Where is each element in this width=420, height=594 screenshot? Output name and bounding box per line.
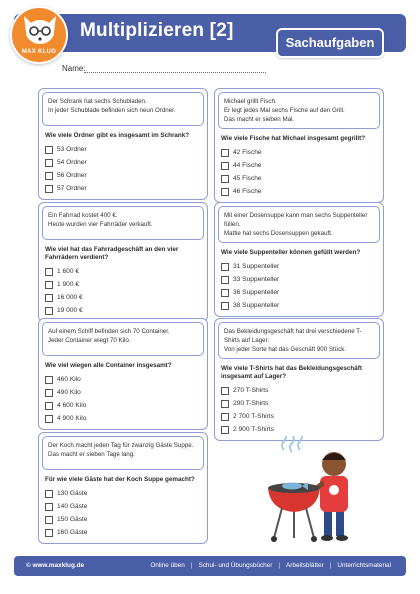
checkbox[interactable] xyxy=(221,276,229,284)
option-label: 36 Suppenteller xyxy=(233,289,280,296)
answer-option[interactable] xyxy=(221,423,377,436)
option-label: 19 000 € xyxy=(57,307,83,314)
option-label: 270 T-Shirts xyxy=(233,387,269,394)
answer-option[interactable] xyxy=(45,169,201,182)
option-label: 45 Fische xyxy=(233,175,262,182)
option-label: 38 Suppenteller xyxy=(233,302,280,309)
answer-option[interactable] xyxy=(221,299,377,312)
answer-option[interactable] xyxy=(221,172,377,185)
option-label: 56 Ordner xyxy=(57,172,87,179)
answer-option[interactable] xyxy=(45,513,201,526)
story-line: Der Schrank hat sechs Schubladen. xyxy=(48,98,147,105)
task-story xyxy=(42,322,204,356)
checkbox[interactable] xyxy=(221,175,229,183)
story-line: In jeder Schublade befinden sich neun Ordner. xyxy=(48,107,176,114)
task-question: Für wie viele Gäste hat der Koch Suppe gemacht? xyxy=(45,476,195,483)
name-field[interactable] xyxy=(84,72,266,73)
story-line: Auf einem Schiff befinden sich 70 Container. xyxy=(48,328,170,335)
checkbox[interactable] xyxy=(45,402,53,410)
task-story xyxy=(218,322,380,359)
checkbox[interactable] xyxy=(45,146,53,154)
checkbox[interactable] xyxy=(45,185,53,193)
answer-option[interactable] xyxy=(45,156,201,169)
story-line: Ein Fahrrad kostet 400 €. xyxy=(48,212,118,219)
task-story xyxy=(218,92,380,129)
checkbox[interactable] xyxy=(221,400,229,408)
checkbox[interactable] xyxy=(45,172,53,180)
answer-option[interactable] xyxy=(45,526,201,539)
name-label: Name: xyxy=(62,64,86,73)
option-label: 4 600 Kilo xyxy=(57,402,87,409)
checkbox[interactable] xyxy=(221,188,229,196)
option-label: 33 Suppenteller xyxy=(233,276,280,283)
separator: | xyxy=(190,562,193,569)
checkbox[interactable] xyxy=(221,387,229,395)
checkbox[interactable] xyxy=(45,529,53,537)
option-label: 2 700 T-Shirts xyxy=(233,413,274,420)
checkbox[interactable] xyxy=(45,307,53,315)
footer-link[interactable]: Schul- und Übungsbücher xyxy=(198,562,273,569)
task-card-5 xyxy=(38,318,208,430)
story-line: Das macht er sieben Tage lang. xyxy=(48,451,135,458)
answer-option[interactable] xyxy=(221,286,377,299)
checkbox[interactable] xyxy=(45,389,53,397)
max-klug-logo[interactable] xyxy=(10,6,68,64)
answer-option[interactable] xyxy=(221,384,377,397)
story-line: Michael grillt Fisch. xyxy=(224,98,277,105)
checkbox[interactable] xyxy=(45,503,53,511)
task-question: Wie viel hat das Fahrradgeschäft an den vier Fahrrädern verdient? xyxy=(45,246,179,261)
task-card-7 xyxy=(38,432,208,544)
answer-option[interactable] xyxy=(221,397,377,410)
story-line: Heute wurden vier Fahrräder verkauft. xyxy=(48,221,153,228)
task-story xyxy=(42,436,204,470)
answer-option[interactable] xyxy=(45,291,201,304)
checkbox[interactable] xyxy=(45,281,53,289)
option-label: 31 Suppenteller xyxy=(233,263,280,270)
task-question: Wie viel wiegen alle Container insgesamt? xyxy=(45,362,172,369)
answer-option[interactable] xyxy=(221,260,377,273)
task-question: Wie viele Suppenteller können gefüllt werden? xyxy=(221,249,361,256)
answer-option[interactable] xyxy=(221,410,377,423)
footer-copyright[interactable]: © www.maxklug.de xyxy=(26,562,85,569)
task-card-3 xyxy=(38,202,208,322)
option-label: 460 Kilo xyxy=(57,376,81,383)
answer-option[interactable] xyxy=(221,273,377,286)
task-story xyxy=(42,92,204,126)
task-story xyxy=(42,206,204,240)
option-label: 150 Gäste xyxy=(57,516,88,523)
option-label: 160 Gäste xyxy=(57,529,88,536)
checkbox[interactable] xyxy=(221,289,229,297)
story-line: Mattie hat sechs Dosensuppen gekauft. xyxy=(224,230,333,237)
option-label: 1 900 € xyxy=(57,281,79,288)
option-label: 42 Fische xyxy=(233,149,262,156)
checkbox[interactable] xyxy=(45,294,53,302)
checkbox[interactable] xyxy=(221,413,229,421)
task-card-2 xyxy=(214,88,384,203)
option-label: 4 900 Kilo xyxy=(57,415,87,422)
logo-text: MAX KLUG xyxy=(21,49,57,55)
story-line: Mit einer Dosensuppe kann man sechs Suppenteller füllen. xyxy=(224,212,368,228)
option-label: 2 900 T-Shirts xyxy=(233,426,274,433)
task-card-1 xyxy=(38,88,208,200)
checkbox[interactable] xyxy=(221,149,229,157)
option-label: 490 Kilo xyxy=(57,389,81,396)
footer-link[interactable]: Unterrichtsmaterial xyxy=(337,562,391,569)
checkbox[interactable] xyxy=(45,159,53,167)
answer-option[interactable] xyxy=(45,304,201,317)
story-line: Von jeder Sorte hat das Geschäft 900 Stück. xyxy=(224,346,347,353)
answer-option[interactable] xyxy=(45,399,201,412)
story-line: Er legt jedes Mal sechs Fische auf den Grill. xyxy=(224,107,345,114)
answer-option[interactable] xyxy=(45,182,201,195)
answer-option[interactable] xyxy=(45,278,201,291)
answer-option[interactable] xyxy=(221,146,377,159)
story-line: Der Koch macht jeden Tag für zwanzig Gäste Suppe. xyxy=(48,442,194,449)
checkbox[interactable] xyxy=(221,302,229,310)
checkbox[interactable] xyxy=(221,162,229,170)
answer-option[interactable] xyxy=(221,159,377,172)
checkbox[interactable] xyxy=(221,426,229,434)
option-label: 130 Gäste xyxy=(57,490,88,497)
answer-option[interactable] xyxy=(45,487,201,500)
separator: | xyxy=(278,562,281,569)
checkbox[interactable] xyxy=(45,376,53,384)
answer-option[interactable] xyxy=(45,412,201,425)
answer-option[interactable] xyxy=(45,386,201,399)
option-label: 46 Fische xyxy=(233,188,262,195)
option-label: 53 Ordner xyxy=(57,146,87,153)
answer-option[interactable] xyxy=(45,373,201,386)
footer-link[interactable]: Arbeitsblätter xyxy=(286,562,324,569)
option-label: 140 Gäste xyxy=(57,503,88,510)
option-label: 1 600 € xyxy=(57,268,79,275)
checkbox[interactable] xyxy=(45,268,53,276)
answer-option[interactable] xyxy=(45,500,201,513)
task-question: Wie viele Fische hat Michael insgesamt gegrillt? xyxy=(221,135,366,142)
boy-grilling-fish-icon xyxy=(262,436,372,546)
checkbox[interactable] xyxy=(45,415,53,423)
option-label: 44 Fische xyxy=(233,162,262,169)
checkbox[interactable] xyxy=(45,490,53,498)
footer-link[interactable]: Online üben xyxy=(150,562,185,569)
task-story xyxy=(218,206,380,243)
footer-links xyxy=(147,562,394,569)
story-line: Jeder Container wiegt 70 Kilo. xyxy=(48,337,131,344)
checkbox[interactable] xyxy=(45,516,53,524)
task-card-6 xyxy=(214,318,384,441)
task-question: Wie viele Ordner gibt es insgesamt im Schrank? xyxy=(45,132,190,139)
answer-option[interactable] xyxy=(45,265,201,278)
checkbox[interactable] xyxy=(221,263,229,271)
answer-option[interactable] xyxy=(221,185,377,198)
option-label: 290 T-Shirts xyxy=(233,400,269,407)
option-label: 57 Ordner xyxy=(57,185,87,192)
category-badge: Sachaufgaben xyxy=(276,28,384,58)
answer-option[interactable] xyxy=(45,143,201,156)
option-label: 16 000 € xyxy=(57,294,83,301)
story-line: Das macht er sieben Mal. xyxy=(224,116,295,123)
fox-icon xyxy=(18,12,62,48)
page-title: Multiplizieren [2] xyxy=(80,20,234,41)
story-line: Das Bekleidungsgeschäft hat drei verschiedene T-Shirts auf Lager. xyxy=(224,328,362,344)
task-question: Wie viele T-Shirts hat das Bekleidungsgeschäft insgesamt auf Lager? xyxy=(221,365,362,380)
option-label: 54 Ordner xyxy=(57,159,87,166)
footer-bar xyxy=(14,556,406,576)
task-card-4 xyxy=(214,202,384,317)
separator: | xyxy=(329,562,332,569)
